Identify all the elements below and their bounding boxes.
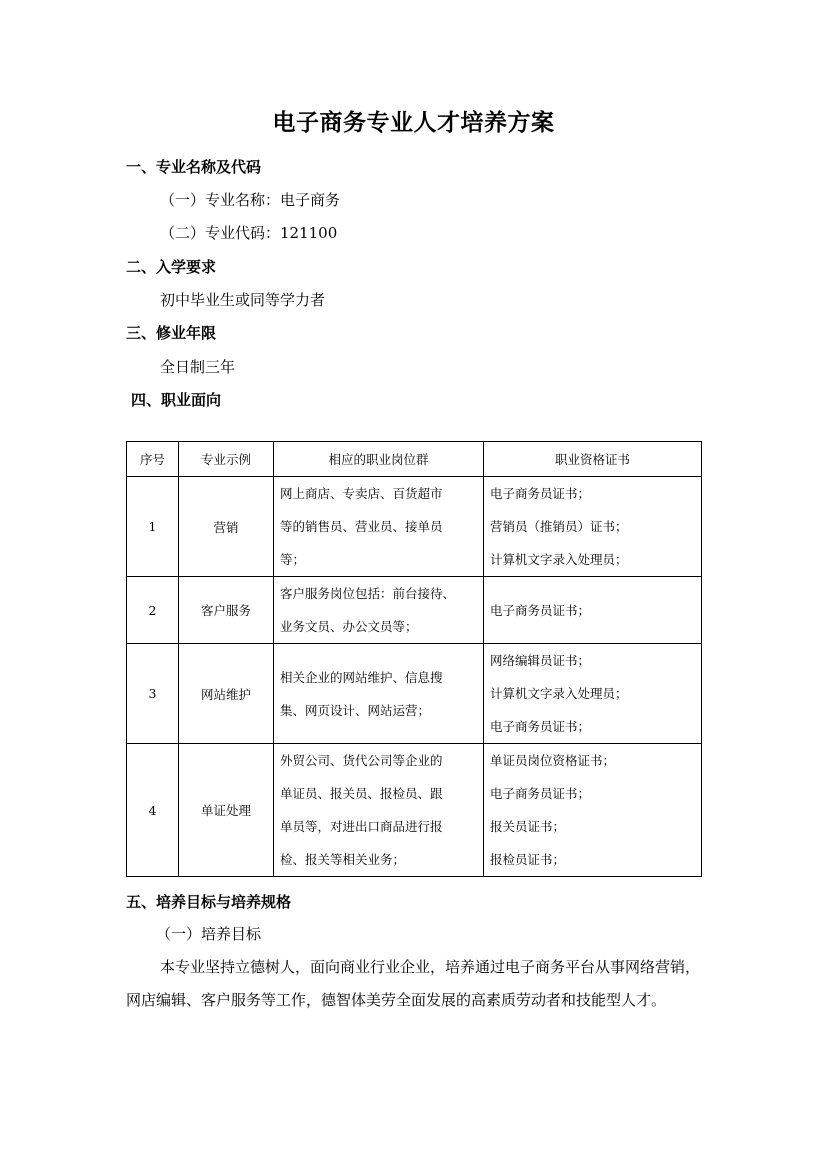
major-name: （一）专业名称：电子商务 xyxy=(160,191,341,209)
table-row xyxy=(127,644,702,744)
header-jobs: 相应的职业岗位群 xyxy=(274,442,484,477)
admission-requirement: 初中毕业生或同等学力者 xyxy=(160,291,326,309)
career-table xyxy=(126,441,702,877)
cert-line: 电子商务员证书； xyxy=(490,719,591,734)
major-code: （二）专业代码：121100 xyxy=(160,224,338,242)
job-line: 单证员、报关员、报检员、跟 xyxy=(280,786,443,801)
job-line: 等的销售员、营业员、接单员 xyxy=(280,519,443,534)
table-row xyxy=(127,477,702,577)
table-row xyxy=(127,577,702,644)
training-goal-paragraph: 本专业坚持立德树人，面向商业行业企业，培养通过电子商务平台从事网络营销，网店编辑、客户服务等工作，德智体美劳全面发展的高素质劳动者和技能型人才。 xyxy=(126,958,701,1009)
cert-line: 计算机文字录入处理员； xyxy=(490,552,628,567)
table-header-row xyxy=(127,442,702,477)
cert-line: 计算机文字录入处理员； xyxy=(490,686,628,701)
cert-line: 报检员证书； xyxy=(490,852,566,867)
job-line: 集、网页设计、网站运营； xyxy=(280,702,431,718)
cert-line: 营销员（推销员）证书； xyxy=(490,519,628,534)
cert-line: 网络编辑员证书； xyxy=(490,653,591,668)
section-4-heading: 四、职业面向 xyxy=(131,391,222,409)
job-line: 业务文员、办公文员等； xyxy=(280,619,418,634)
job-line: 相关企业的网站维护、信息搜 xyxy=(280,669,443,685)
row-certs xyxy=(484,744,702,877)
row-jobs xyxy=(274,644,484,744)
row-example: 网站维护 xyxy=(179,644,274,744)
job-line: 网上商店、专卖店、百货超市 xyxy=(280,486,443,501)
job-line: 检、报关等相关业务； xyxy=(280,852,406,867)
job-line: 等； xyxy=(280,552,306,567)
row-jobs xyxy=(274,577,484,644)
cert-line: 电子商务员证书； xyxy=(490,486,591,501)
row-jobs xyxy=(274,744,484,877)
header-example: 专业示例 xyxy=(179,442,274,477)
header-certs: 职业资格证书 xyxy=(484,442,702,477)
document-title: 电子商务专业人才培养方案 xyxy=(272,110,555,136)
row-number: 4 xyxy=(127,744,179,877)
row-certs xyxy=(484,477,702,577)
header-number: 序号 xyxy=(127,442,179,477)
row-example: 单证处理 xyxy=(179,744,274,877)
row-example: 客户服务 xyxy=(179,577,274,644)
job-line: 单员等，对进出口商品进行报 xyxy=(280,819,443,834)
row-number: 2 xyxy=(127,577,179,644)
section-3-heading: 三、修业年限 xyxy=(126,324,217,342)
cert-line: 电子商务员证书； xyxy=(490,786,591,801)
row-jobs xyxy=(274,477,484,577)
job-line: 外贸公司、货代公司等企业的 xyxy=(280,753,443,768)
job-line: 客户服务岗位包括：前台接待、 xyxy=(280,586,456,601)
cert-line: 报关员证书； xyxy=(490,819,566,834)
row-certs xyxy=(484,577,702,644)
row-example: 营销 xyxy=(179,477,274,577)
row-certs xyxy=(484,644,702,744)
row-number: 1 xyxy=(127,477,179,577)
row-number: 3 xyxy=(127,644,179,744)
cert-line: 单证员岗位资格证书； xyxy=(490,753,616,768)
section-2-heading: 二、入学要求 xyxy=(126,258,217,276)
section-1-heading: 一、专业名称及代码 xyxy=(126,158,262,176)
cert-line: 电子商务员证书； xyxy=(490,602,591,618)
table-row xyxy=(127,744,702,877)
section-5-heading: 五、培养目标与培养规格 xyxy=(126,893,292,911)
training-goal-subheading: （一）培养目标 xyxy=(156,925,262,943)
study-duration: 全日制三年 xyxy=(160,358,236,376)
